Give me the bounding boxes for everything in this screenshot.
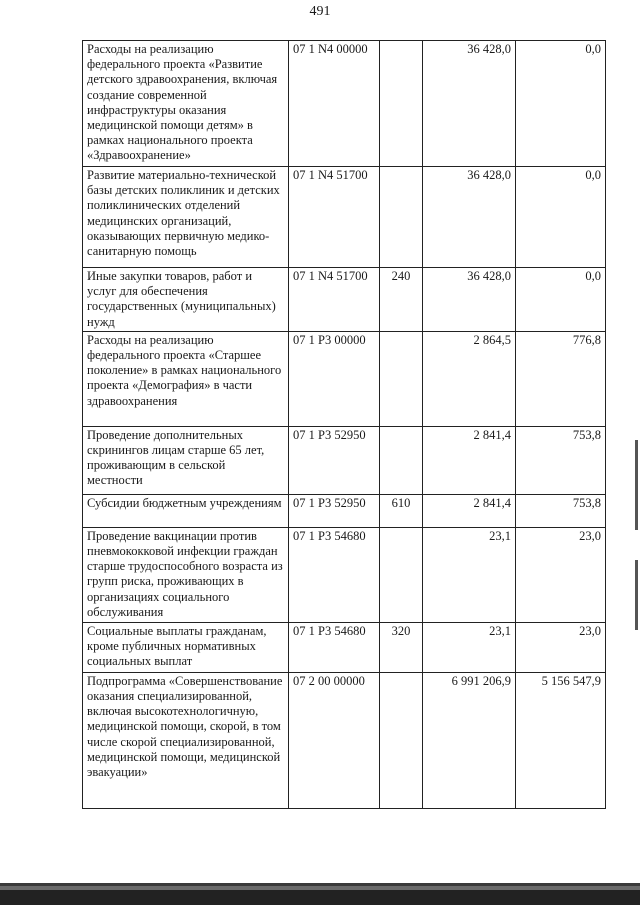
row-value-1: 23,1 (423, 527, 516, 622)
row-code: 07 1 P3 52950 (289, 494, 380, 527)
row-name: Проведение дополнительных скринингов лицам старше 65 лет, проживающим в сельской местности (83, 426, 289, 494)
row-code: 07 1 N4 51700 (289, 167, 380, 268)
scan-edge-mark (635, 440, 638, 530)
row-value-2: 5 156 547,9 (516, 672, 606, 808)
row-value-2: 753,8 (516, 426, 606, 494)
table-row (83, 527, 606, 622)
row-name: Субсидии бюджетным учреждениям (83, 494, 289, 527)
row-name: Развитие материально-технической базы детских поликлиник и детских поликлинических отделений медицинских организаций, оказывающих первичную медико-санитарную помощь (83, 167, 289, 268)
table-row (83, 672, 606, 808)
row-vr (380, 167, 423, 268)
row-value-2: 23,0 (516, 622, 606, 672)
row-value-2: 753,8 (516, 494, 606, 527)
row-code: 07 1 P3 54680 (289, 527, 380, 622)
row-value-1: 6 991 206,9 (423, 672, 516, 808)
table-row (83, 494, 606, 527)
row-name: Подпрограмма «Совершенствование оказания специализированной, включая высокотехнологичную, медицинской помощи, скорой, в том числе скорой специализированной, медицинской помощи, медицинской эвакуации» (83, 672, 289, 808)
table-row (83, 331, 606, 426)
budget-table (82, 40, 606, 809)
table-row (83, 268, 606, 332)
row-vr (380, 41, 423, 167)
row-vr (380, 527, 423, 622)
row-vr: 610 (380, 494, 423, 527)
row-vr: 240 (380, 268, 423, 332)
row-name: Иные закупки товаров, работ и услуг для обеспечения государственных (муниципальных) нужд (83, 268, 289, 332)
row-code: 07 1 P3 54680 (289, 622, 380, 672)
row-code: 07 1 P3 00000 (289, 331, 380, 426)
row-value-1: 2 864,5 (423, 331, 516, 426)
row-code: 07 1 N4 00000 (289, 41, 380, 167)
row-value-1: 23,1 (423, 622, 516, 672)
row-name: Проведение вакцинации против пневмококковой инфекции граждан старше трудоспособного возраста из групп риска, проживающих в организациях социального обслуживания (83, 527, 289, 622)
row-name: Расходы на реализацию федерального проекта «Развитие детского здравоохранения, включая создание современной инфраструктуры оказания медицинской помощи детям» в рамках национального проекта «Здравоохранение» (83, 41, 289, 167)
scan-edge-mark (635, 560, 638, 630)
row-value-2: 23,0 (516, 527, 606, 622)
row-value-1: 2 841,4 (423, 426, 516, 494)
row-value-2: 776,8 (516, 331, 606, 426)
page-number: 491 (309, 4, 331, 19)
row-value-2: 0,0 (516, 268, 606, 332)
row-vr (380, 331, 423, 426)
table-row (83, 622, 606, 672)
row-value-1: 36 428,0 (423, 268, 516, 332)
row-code: 07 2 00 00000 (289, 672, 380, 808)
row-vr (380, 426, 423, 494)
scan-border-band (0, 890, 640, 905)
row-value-1: 36 428,0 (423, 41, 516, 167)
row-vr (380, 672, 423, 808)
row-code: 07 1 P3 52950 (289, 426, 380, 494)
row-vr: 320 (380, 622, 423, 672)
row-code: 07 1 N4 51700 (289, 268, 380, 332)
table-row (83, 41, 606, 167)
row-value-1: 36 428,0 (423, 167, 516, 268)
row-name: Социальные выплаты гражданам, кроме публичных нормативных социальных выплат (83, 622, 289, 672)
row-value-1: 2 841,4 (423, 494, 516, 527)
table-row (83, 167, 606, 268)
row-value-2: 0,0 (516, 41, 606, 167)
table-row (83, 426, 606, 494)
row-name: Расходы на реализацию федерального проекта «Старшее поколение» в рамках национального проекта «Демография» в части здравоохранения (83, 331, 289, 426)
row-value-2: 0,0 (516, 167, 606, 268)
